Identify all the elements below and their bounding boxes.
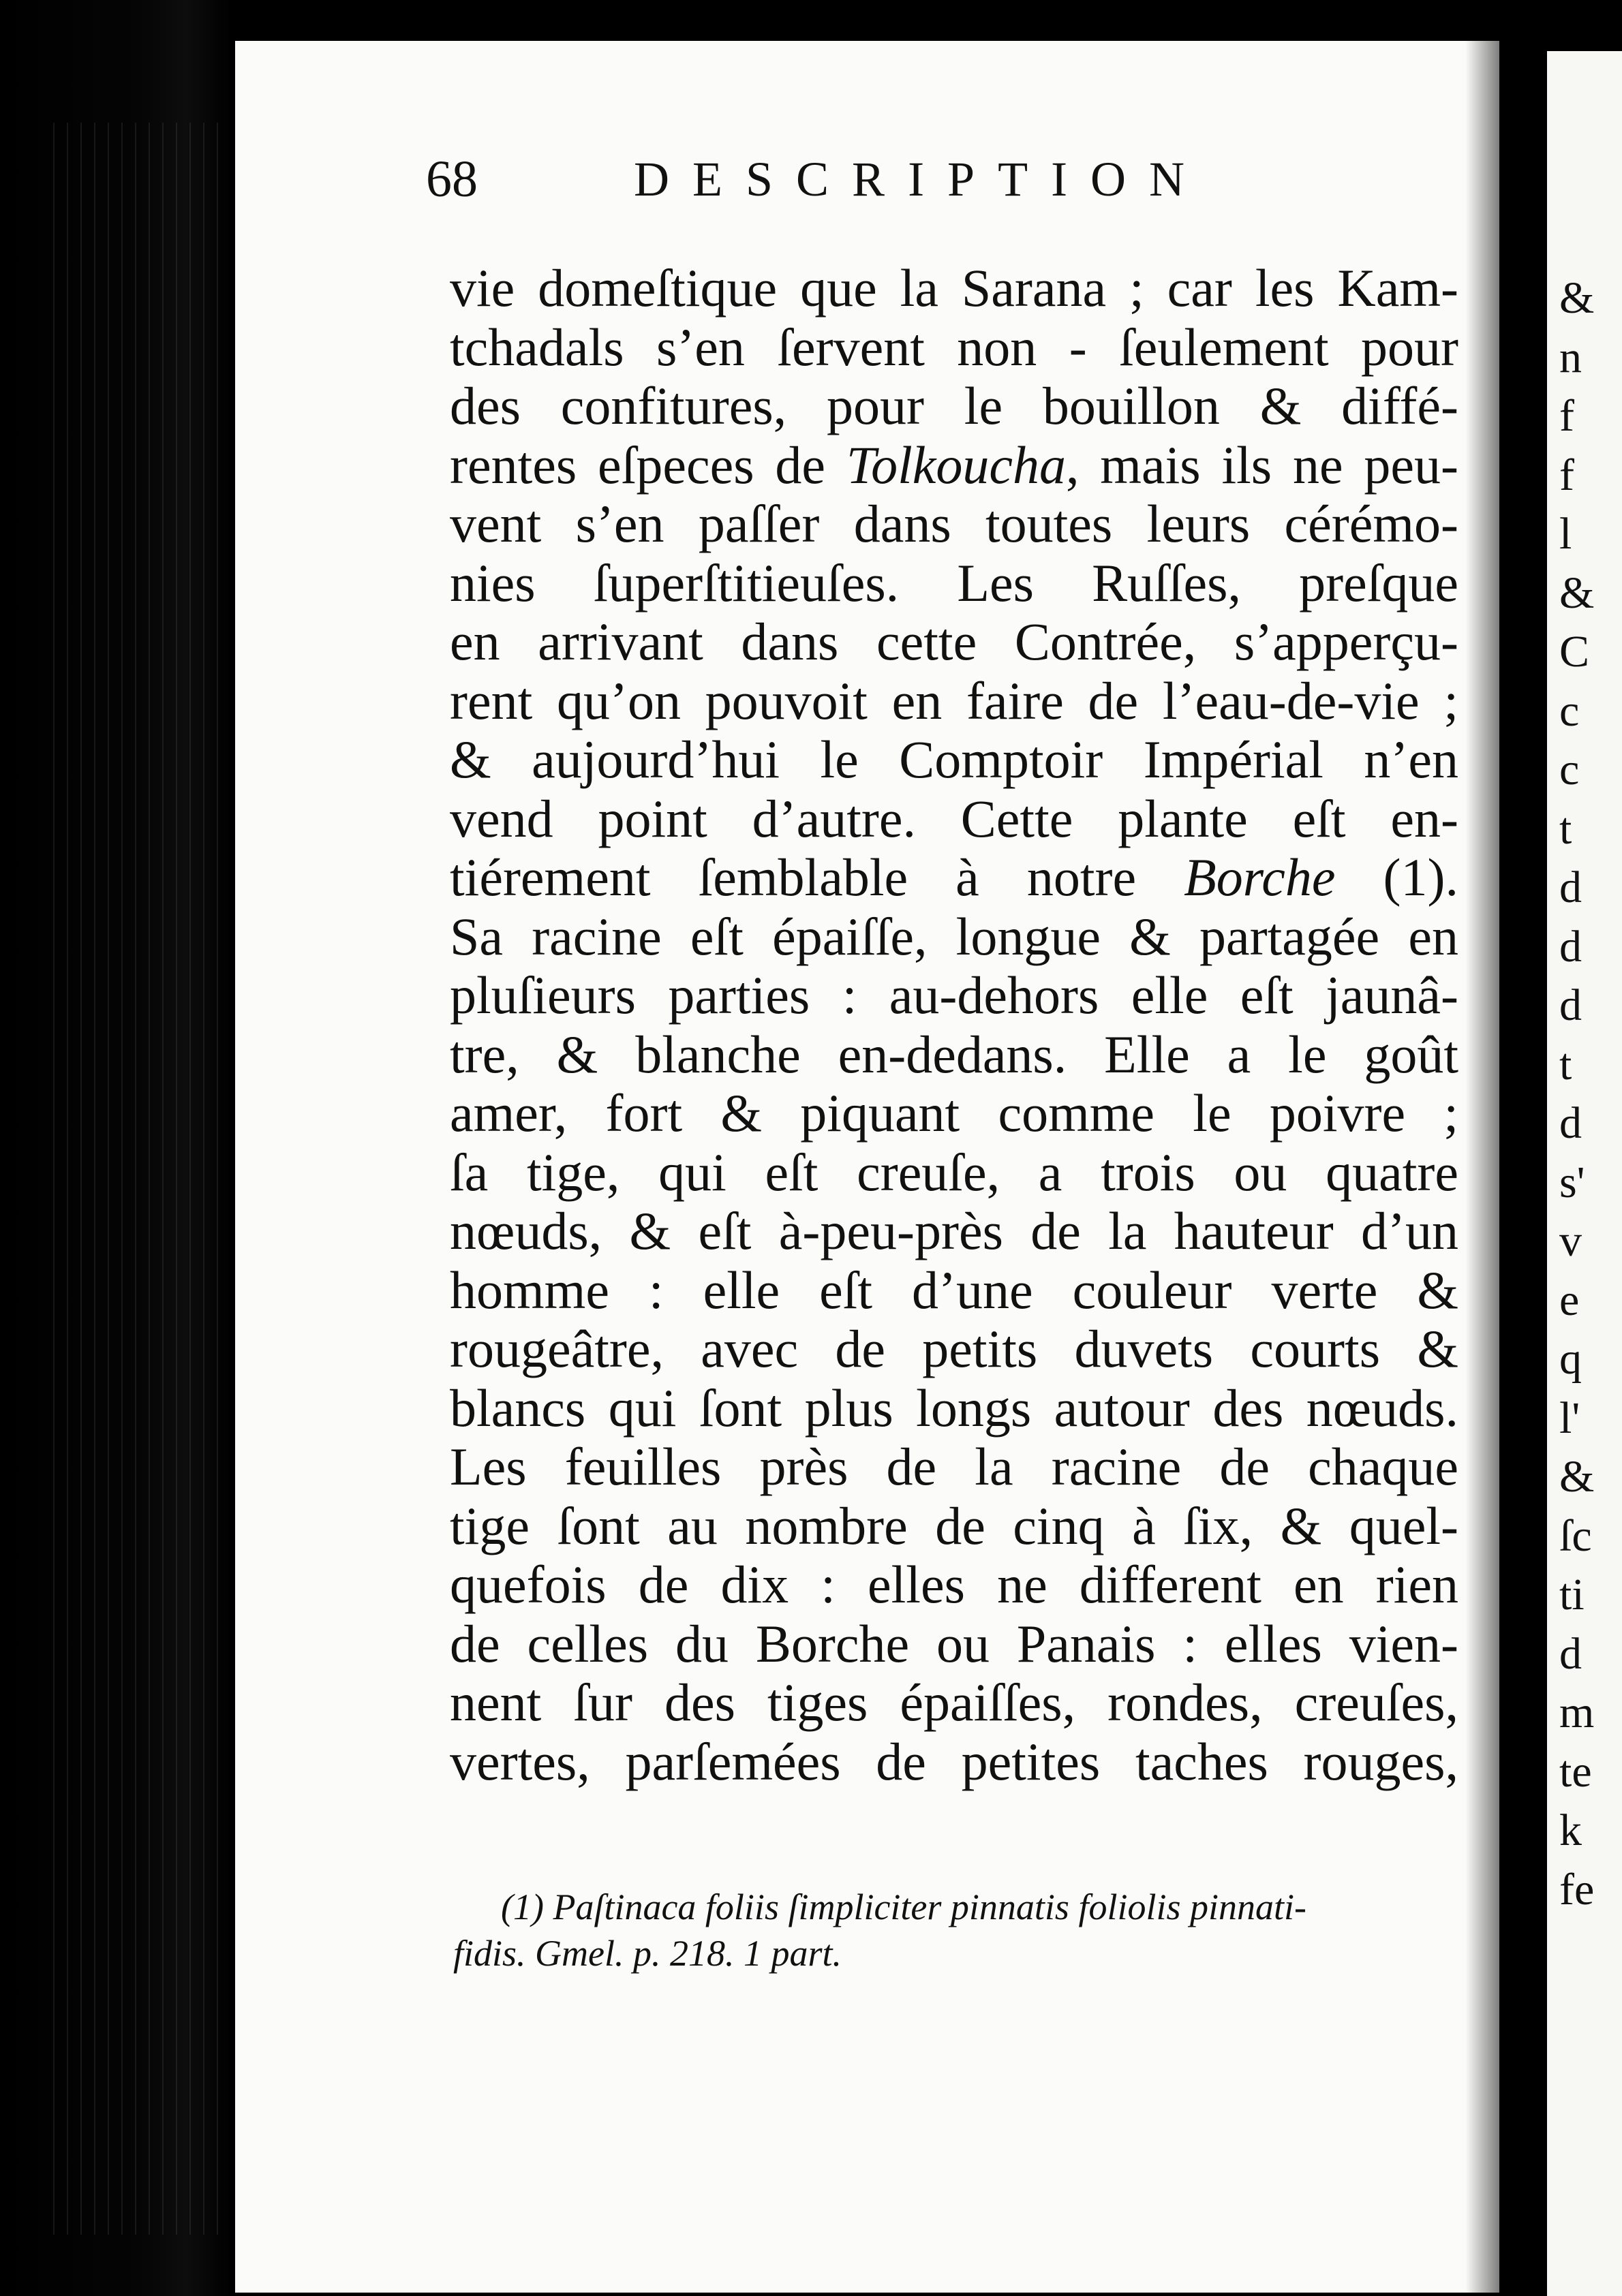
- text-line: Les feuilles près de la racine de chaque: [450, 1437, 1458, 1496]
- page-number: 68: [426, 151, 478, 208]
- text-line: de celles du Borche ou Panais : elles vien-: [450, 1613, 1458, 1673]
- facing-text-fragment: f: [1559, 391, 1574, 441]
- text-line: rentes eſpeces de Tolkoucha, mais ils ne peu-: [450, 435, 1458, 495]
- text-line: blancs qui ſont plus longs autour des nœuds.: [450, 1378, 1458, 1438]
- text-line: tiérement ſemblable à notre Borche (1).: [450, 848, 1458, 907]
- footnote: [453, 1884, 1475, 1976]
- running-title: DESCRIPTION: [634, 152, 1208, 206]
- facing-text-fragment: e: [1559, 1275, 1580, 1325]
- facing-text-fragment: &: [1559, 273, 1595, 323]
- text-line: & aujourd’hui le Comptoir Impérial n’en: [450, 730, 1458, 789]
- facing-text-fragment: d: [1559, 1098, 1582, 1148]
- text-line: vend point d’autre. Cette plante eſt en-: [450, 788, 1458, 848]
- facing-text-fragment: c: [1559, 745, 1580, 794]
- text-line: homme : elle eſt d’une couleur verte &: [450, 1260, 1458, 1320]
- text-line: nent ſur des tiges épaiſſes, rondes, creuſes,: [450, 1673, 1458, 1732]
- text-line: vertes, parſemées de petites taches rouges,: [450, 1731, 1458, 1791]
- facing-text-fragment: d: [1559, 1628, 1582, 1679]
- text-line: quefois de dix : elles ne different en rien: [450, 1555, 1458, 1614]
- text-line: rent qu’on pouvoit en faire de l’eau-de-vie ;: [450, 670, 1458, 730]
- text-line: tige ſont au nombre de cinq à ſix, & quel-: [450, 1495, 1458, 1555]
- facing-text-fragment: n: [1559, 332, 1582, 382]
- text-line: tre, & blanche en-dedans. Elle a le goût: [450, 1024, 1458, 1084]
- facing-text-fragment: v: [1559, 1216, 1582, 1266]
- text-line: Sa racine eſt épaiſſe, longue & partagée en: [450, 906, 1458, 966]
- facing-text-fragment: &: [1559, 1452, 1595, 1502]
- facing-text-fragment: d: [1559, 863, 1582, 912]
- text-line: nies ſuperſtitieuſes. Les Ruſſes, preſque: [450, 553, 1458, 612]
- facing-text-fragment: q: [1559, 1334, 1582, 1384]
- facing-text-fragment: t: [1559, 803, 1572, 854]
- book-spine: [0, 0, 232, 2296]
- text-line: tchadals s’en ſervent non - ſeulement pour: [450, 317, 1458, 377]
- text-line: vie domeſtique que la Sarana ; car les Kam-: [450, 258, 1458, 317]
- facing-text-fragment: d: [1559, 921, 1582, 972]
- facing-text-fragment: te: [1559, 1746, 1592, 1797]
- text-line: rougeâtre, avec de petits duvets courts &: [450, 1319, 1458, 1378]
- text-line: amer, fort & piquant comme le poivre ;: [450, 1083, 1458, 1143]
- facing-text-fragment: ti: [1559, 1570, 1585, 1619]
- text-line: des confitures, pour le bouillon & diffé-: [450, 376, 1458, 435]
- body-text: [450, 259, 1458, 1791]
- facing-text-fragment: f: [1559, 450, 1574, 500]
- facing-text-fragment: &: [1559, 568, 1595, 618]
- facing-text-fragment: l: [1559, 509, 1572, 559]
- text-line: en arrivant dans cette Contrée, s’apperçu-: [450, 612, 1458, 671]
- facing-text-fragment: C: [1559, 627, 1590, 677]
- text-line: vent s’en paſſer dans toutes leurs cérémo-: [450, 494, 1458, 553]
- facing-text-fragment: t: [1559, 1039, 1572, 1089]
- text-line: nœuds, & eſt à-peu-près de la hauteur d’un: [450, 1201, 1458, 1260]
- text-line: ſa tige, qui eſt creuſe, a trois ou quatre: [450, 1142, 1458, 1202]
- facing-text-fragment: d: [1559, 980, 1582, 1030]
- facing-text-fragment: fe: [1559, 1864, 1595, 1914]
- facing-text-fragment: k: [1559, 1805, 1582, 1855]
- facing-text-fragment: ſc: [1559, 1510, 1592, 1561]
- footnote-line: (1) Paſtinaca foliis ſimpliciter pinnatis foliolis pinnati-: [501, 1887, 1306, 1927]
- facing-text-fragment: s': [1559, 1157, 1585, 1207]
- facing-page: [1547, 51, 1622, 2296]
- facing-text-fragment: l': [1559, 1393, 1580, 1443]
- facing-text-fragment: m: [1559, 1688, 1595, 1737]
- text-line: pluſieurs parties : au-dehors elle eſt jaunâ-: [450, 965, 1458, 1025]
- facing-text-fragment: c: [1559, 685, 1580, 736]
- footnote-line: fidis. Gmel. p. 218. 1 part.: [453, 1933, 842, 1974]
- spine-texture: [41, 123, 225, 2235]
